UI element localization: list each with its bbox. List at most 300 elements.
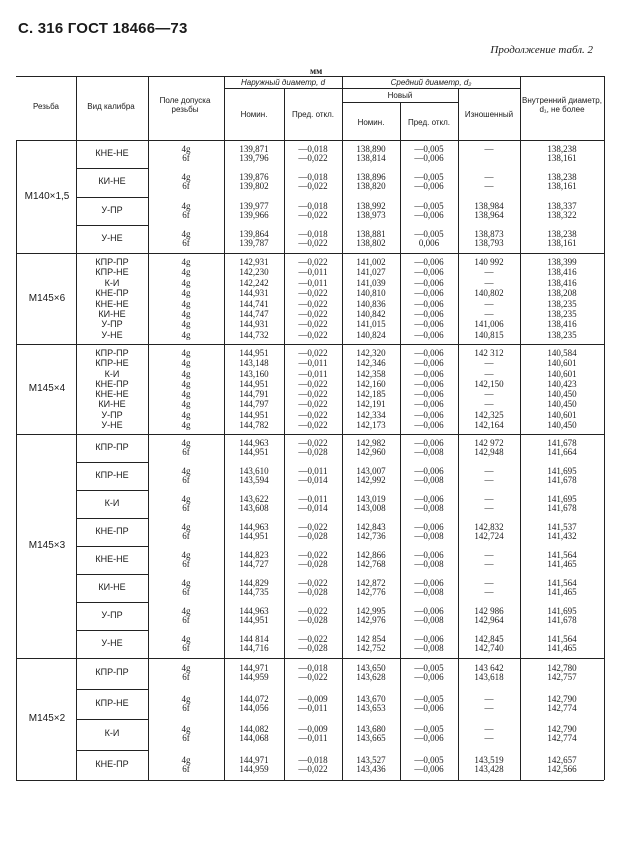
tolerance-cell: 4g — [181, 277, 191, 288]
outer-nominal-cell: 144,951 — [239, 615, 269, 625]
tolerance-cell: 6f — [182, 209, 190, 220]
pitch-deviation-cell: —0,006 — [414, 763, 444, 774]
pitch-worn-cell: 142,948 — [474, 447, 504, 457]
pitch-deviation-cell: —0,006 — [414, 277, 444, 288]
gauge-type-label: КИ-НЕ — [98, 308, 126, 319]
gauge-row-separator — [76, 689, 148, 690]
gauge-type-label: У-ПР — [101, 319, 123, 330]
inner-diameter-cell: 138,208 — [547, 288, 577, 299]
tolerance-cell: 4g — [181, 389, 191, 399]
gauge-type-label: КПР-ПР — [95, 667, 129, 678]
inner-diameter-cell: 141,678 — [547, 615, 577, 625]
outer-nominal-cell: 144,951 — [239, 531, 269, 541]
pitch-worn-cell: — — [484, 399, 494, 410]
tolerance-cell: 4g — [181, 358, 191, 369]
pitch-nominal-cell: 142,358 — [356, 368, 386, 379]
tolerance-cell: 4g — [181, 298, 191, 309]
gauge-type-label: К-И — [104, 728, 120, 739]
pitch-deviation-cell: —0,006 — [414, 267, 444, 278]
pitch-nominal-cell: 140,836 — [356, 298, 386, 309]
inner-diameter-cell: 142,774 — [547, 702, 577, 713]
pitch-nominal-cell: 143,436 — [356, 763, 386, 774]
tolerance-cell: 4g — [181, 494, 191, 504]
outer-deviation-cell: —0,022 — [298, 578, 328, 588]
inner-diameter-cell: 141,695 — [547, 606, 577, 616]
pitch-nominal-cell: 141,027 — [356, 267, 386, 278]
pitch-deviation-cell: —0,006 — [414, 494, 444, 504]
inner-diameter-cell: 142,566 — [547, 763, 577, 774]
outer-deviation-cell: —0,028 — [298, 559, 328, 569]
pitch-worn-cell: 140,802 — [474, 288, 504, 299]
pitch-deviation-cell: —0,008 — [414, 531, 444, 541]
outer-nominal-cell: 143,622 — [239, 494, 269, 504]
tolerance-cell: 4g — [181, 348, 191, 358]
pitch-worn-cell: — — [484, 733, 494, 744]
inner-diameter-cell: 141,695 — [547, 466, 577, 476]
outer-nominal-cell: 144,951 — [239, 348, 269, 358]
gauge-type-label: КНЕ-ПР — [95, 378, 129, 389]
pitch-nominal-cell: 142,982 — [356, 438, 386, 448]
table-top-border — [16, 76, 604, 77]
outer-nominal-cell: 144,959 — [239, 672, 269, 683]
tolerance-cell: 4g — [181, 267, 191, 278]
pitch-worn-cell: — — [484, 578, 494, 588]
pitch-worn-cell: 142,964 — [474, 615, 504, 625]
pitch-worn-cell: — — [484, 181, 494, 192]
table-continuation-label: Продолжение табл. 2 — [490, 44, 593, 56]
pitch-deviation-cell: —0,008 — [414, 447, 444, 457]
outer-nominal-cell: 144,963 — [239, 438, 269, 448]
outer-deviation-cell: —0,022 — [298, 329, 328, 340]
outer-deviation-cell: —0,011 — [298, 267, 328, 278]
outer-deviation-cell: —0,011 — [298, 702, 328, 713]
pitch-deviation-cell: —0,005 — [414, 693, 444, 704]
inner-diameter-cell: 142,657 — [547, 754, 577, 765]
pitch-nominal-cell: 142,776 — [356, 587, 386, 597]
pitch-deviation-cell: —0,006 — [414, 319, 444, 330]
inner-diameter-cell: 138,416 — [547, 267, 577, 278]
tolerance-cell: 4g — [181, 754, 191, 765]
inner-diameter-cell: 141,564 — [547, 578, 577, 588]
pitch-deviation-cell: 0,006 — [418, 237, 440, 248]
pitch-nominal-cell: 141,039 — [356, 277, 386, 288]
gauge-type-label: КНЕ-НЕ — [95, 298, 129, 309]
inner-diameter-cell: 138,235 — [547, 298, 577, 309]
inner-diameter-cell: 138,416 — [547, 319, 577, 330]
gauge-row-separator — [76, 574, 148, 575]
pitch-nominal-cell: 142,173 — [356, 419, 386, 430]
pitch-worn-cell: — — [484, 368, 494, 379]
inner-diameter-cell: 138,238 — [547, 144, 577, 155]
inner-diameter-cell: 140,450 — [547, 399, 577, 410]
outer-deviation-cell: —0,022 — [298, 348, 328, 358]
column-divider — [224, 76, 225, 140]
pitch-worn-cell: 138,964 — [474, 209, 504, 220]
inner-diameter-cell: 138,416 — [547, 277, 577, 288]
tolerance-cell: 6f — [182, 615, 190, 625]
outer-deviation-cell: —0,018 — [298, 144, 328, 155]
gauge-type-label: КНЕ-ПР — [95, 758, 129, 769]
tolerance-cell: 4g — [181, 144, 191, 155]
outer-nominal-cell: 139,802 — [239, 181, 269, 192]
pitch-worn-cell: 142 312 — [474, 348, 504, 358]
pitch-nominal-cell: 140,824 — [356, 329, 386, 340]
gauge-type-label: КПР-НЕ — [95, 697, 129, 708]
gauge-row-separator — [76, 518, 148, 519]
tolerance-cell: 4g — [181, 466, 191, 476]
gauge-type-label: КПР-НЕ — [95, 267, 129, 278]
tolerance-cell: 6f — [182, 503, 190, 513]
inner-diameter-cell: 141,678 — [547, 438, 577, 448]
outer-nominal-cell: 139,876 — [239, 172, 269, 183]
pitch-nominal-cell: 143,007 — [356, 466, 386, 476]
pitch-deviation-cell: —0,006 — [414, 153, 444, 164]
outer-nominal-cell: 144,829 — [239, 578, 269, 588]
pitch-nominal-cell: 140,842 — [356, 308, 386, 319]
gauge-type-label: КПР-ПР — [95, 257, 129, 267]
inner-diameter-cell: 142,790 — [547, 693, 577, 704]
outer-nominal-cell: 139,787 — [239, 237, 269, 248]
pitch-deviation-cell: —0,008 — [414, 615, 444, 625]
tolerance-cell: 6f — [182, 643, 190, 653]
pitch-worn-cell: 142,845 — [474, 634, 504, 644]
outer-deviation-cell: —0,022 — [298, 438, 328, 448]
col-header-pitch-worn: Изношенный — [464, 110, 514, 119]
group-separator — [16, 780, 604, 781]
pitch-worn-cell: 138,984 — [474, 200, 504, 211]
pitch-deviation-cell: —0,008 — [414, 559, 444, 569]
gauge-row-separator — [76, 546, 148, 547]
gauge-type-label: КНЕ-ПР — [95, 288, 129, 299]
outer-deviation-cell: —0,022 — [298, 181, 328, 192]
inner-diameter-cell: 138,238 — [547, 228, 577, 239]
outer-nominal-cell: 139,864 — [239, 228, 269, 239]
pitch-nominal-cell: 143,665 — [356, 733, 386, 744]
tolerance-cell: 4g — [181, 409, 191, 420]
inner-diameter-cell: 138,161 — [547, 181, 577, 192]
pitch-deviation-cell: —0,005 — [414, 754, 444, 765]
pitch-deviation-cell: —0,006 — [414, 550, 444, 560]
gauge-type-label: У-ПР — [101, 610, 123, 620]
outer-nominal-cell: 139,966 — [239, 209, 269, 220]
tolerance-cell: 4g — [181, 378, 191, 389]
outer-nominal-cell: 144,963 — [239, 606, 269, 616]
pitch-deviation-cell: —0,006 — [414, 419, 444, 430]
pitch-deviation-cell: —0,006 — [414, 466, 444, 476]
outer-deviation-cell: —0,022 — [298, 550, 328, 560]
outer-deviation-cell: —0,022 — [298, 298, 328, 309]
outer-deviation-cell: —0,022 — [298, 672, 328, 683]
outer-nominal-cell: 144,951 — [239, 378, 269, 389]
outer-deviation-cell: —0,028 — [298, 615, 328, 625]
col-header-inner-diameter: Внутренний диаметр, d₁, не более — [522, 96, 602, 114]
inner-diameter-cell: 140,601 — [547, 368, 577, 379]
inner-diameter-cell: 141,678 — [547, 503, 577, 513]
outer-deviation-cell: —0,028 — [298, 447, 328, 457]
inner-diameter-cell: 140,450 — [547, 389, 577, 399]
outer-deviation-cell: —0,018 — [298, 228, 328, 239]
tolerance-cell: 4g — [181, 724, 191, 735]
group-separator — [16, 434, 604, 435]
tolerance-cell: 6f — [182, 237, 190, 248]
pitch-deviation-cell: —0,006 — [414, 522, 444, 532]
pitch-worn-cell: 138,793 — [474, 237, 504, 248]
pitch-worn-cell: — — [484, 494, 494, 504]
gauge-type-label: У-НЕ — [101, 232, 123, 243]
pitch-worn-cell: — — [484, 693, 494, 704]
group-separator — [16, 253, 604, 254]
outer-deviation-cell: —0,022 — [298, 209, 328, 220]
gauge-type-label: КПР-ПР — [95, 442, 129, 452]
pitch-deviation-cell: —0,006 — [414, 368, 444, 379]
outer-deviation-cell: —0,011 — [298, 277, 328, 288]
outer-nominal-cell: 142,931 — [239, 257, 269, 267]
outer-deviation-cell: —0,011 — [298, 494, 328, 504]
tolerance-cell: 6f — [182, 763, 190, 774]
pitch-worn-cell: 140,815 — [474, 329, 504, 340]
tolerance-cell: 4g — [181, 257, 191, 267]
pitch-nominal-cell: 141,002 — [356, 257, 386, 267]
outer-nominal-cell: 143,594 — [239, 475, 269, 485]
gauge-row-separator — [76, 719, 148, 720]
pitch-deviation-cell: —0,008 — [414, 503, 444, 513]
header-rule — [224, 88, 520, 89]
pitch-nominal-cell: 143,527 — [356, 754, 386, 765]
outer-deviation-cell: —0,022 — [298, 153, 328, 164]
outer-deviation-cell: —0,018 — [298, 663, 328, 674]
pitch-deviation-cell: —0,006 — [414, 348, 444, 358]
inner-diameter-cell: 138,238 — [547, 172, 577, 183]
tolerance-cell: 4g — [181, 693, 191, 704]
pitch-worn-cell: 142,150 — [474, 378, 504, 389]
pitch-nominal-cell: 143,008 — [356, 503, 386, 513]
pitch-deviation-cell: —0,006 — [414, 409, 444, 420]
pitch-worn-cell: 141,006 — [474, 319, 504, 330]
pitch-deviation-cell: —0,006 — [414, 438, 444, 448]
group-separator — [16, 658, 604, 659]
inner-diameter-cell: 142,774 — [547, 733, 577, 744]
pitch-worn-cell: — — [484, 702, 494, 713]
pitch-nominal-cell: 142 854 — [356, 634, 386, 644]
outer-nominal-cell: 144,072 — [239, 693, 269, 704]
gauge-type-label: КПР-ПР — [95, 348, 129, 358]
inner-diameter-cell: 141,664 — [547, 447, 577, 457]
tolerance-cell: 6f — [182, 672, 190, 683]
column-divider — [458, 88, 459, 140]
inner-diameter-cell: 141,465 — [547, 559, 577, 569]
outer-deviation-cell: —0,022 — [298, 237, 328, 248]
pitch-nominal-cell: 138,890 — [356, 144, 386, 155]
outer-deviation-cell: —0,022 — [298, 288, 328, 299]
pitch-deviation-cell: —0,005 — [414, 228, 444, 239]
pitch-nominal-cell: 143,628 — [356, 672, 386, 683]
tolerance-cell: 6f — [182, 447, 190, 457]
outer-nominal-cell: 143,160 — [239, 368, 269, 379]
inner-diameter-cell: 138,161 — [547, 153, 577, 164]
gauge-type-label: КНЕ-НЕ — [95, 148, 129, 159]
tolerance-cell: 6f — [182, 702, 190, 713]
outer-deviation-cell: —0,011 — [298, 733, 328, 744]
pitch-deviation-cell: —0,006 — [414, 733, 444, 744]
pitch-worn-cell: — — [484, 298, 494, 309]
pitch-nominal-cell: 142,995 — [356, 606, 386, 616]
inner-diameter-cell: 141,695 — [547, 494, 577, 504]
gauge-type-label: КИ-НЕ — [98, 582, 126, 592]
gauge-type-label: У-НЕ — [101, 329, 123, 340]
inner-diameter-cell: 142,780 — [547, 663, 577, 674]
pitch-nominal-cell: 142,320 — [356, 348, 386, 358]
col-header-pitch-new: Новый — [387, 91, 413, 100]
gauge-row-separator — [76, 197, 148, 198]
pitch-worn-cell: — — [484, 308, 494, 319]
pitch-deviation-cell: —0,006 — [414, 702, 444, 713]
inner-diameter-cell: 138,235 — [547, 308, 577, 319]
pitch-nominal-cell: 143,653 — [356, 702, 386, 713]
group-separator — [16, 344, 604, 345]
page-reference: С. 316 ГОСТ 18466—73 — [18, 20, 188, 37]
inner-diameter-cell: 142,757 — [547, 672, 577, 683]
outer-nominal-cell: 144,963 — [239, 522, 269, 532]
tolerance-cell: 6f — [182, 475, 190, 485]
column-divider — [342, 76, 343, 140]
pitch-deviation-cell: —0,006 — [414, 329, 444, 340]
outer-nominal-cell: 144,727 — [239, 559, 269, 569]
gauge-row-separator — [76, 462, 148, 463]
outer-deviation-cell: —0,028 — [298, 531, 328, 541]
pitch-nominal-cell: 143,680 — [356, 724, 386, 735]
table-left-border — [16, 140, 17, 780]
outer-nominal-cell: 139,871 — [239, 144, 269, 155]
outer-nominal-cell: 144,971 — [239, 663, 269, 674]
pitch-worn-cell: — — [484, 389, 494, 399]
outer-nominal-cell: 142,242 — [239, 277, 269, 288]
inner-diameter-cell: 141,537 — [547, 522, 577, 532]
pitch-deviation-cell: —0,006 — [414, 308, 444, 319]
outer-deviation-cell: —0,018 — [298, 200, 328, 211]
tolerance-cell: 4g — [181, 399, 191, 410]
pitch-nominal-cell: 140,810 — [356, 288, 386, 299]
outer-nominal-cell: 144,082 — [239, 724, 269, 735]
outer-deviation-cell: —0,022 — [298, 419, 328, 430]
outer-deviation-cell: —0,014 — [298, 503, 328, 513]
outer-deviation-cell: —0,018 — [298, 172, 328, 183]
outer-nominal-cell: 139,796 — [239, 153, 269, 164]
outer-nominal-cell: 144,732 — [239, 329, 269, 340]
inner-diameter-cell: 141,465 — [547, 587, 577, 597]
outer-nominal-cell: 144,716 — [239, 643, 269, 653]
pitch-nominal-cell: 142,346 — [356, 358, 386, 369]
outer-nominal-cell: 144,741 — [239, 298, 269, 309]
outer-deviation-cell: —0,022 — [298, 257, 328, 267]
outer-deviation-cell: —0,022 — [298, 319, 328, 330]
outer-deviation-cell: —0,011 — [298, 358, 328, 369]
gauge-row-separator — [76, 750, 148, 751]
pitch-nominal-cell: 138,992 — [356, 200, 386, 211]
outer-nominal-cell: 143,148 — [239, 358, 269, 369]
gauge-row-separator — [76, 630, 148, 631]
col-header-outer-deviation: Пред. откл. — [291, 110, 334, 119]
pitch-nominal-cell: 138,820 — [356, 181, 386, 192]
outer-deviation-cell: —0,022 — [298, 399, 328, 410]
inner-diameter-cell: 140,450 — [547, 419, 577, 430]
tolerance-cell: 6f — [182, 531, 190, 541]
outer-deviation-cell: —0,028 — [298, 587, 328, 597]
table-right-border — [604, 76, 605, 780]
column-divider — [284, 88, 285, 140]
tolerance-cell: 6f — [182, 733, 190, 744]
gauge-type-label: У-ПР — [101, 204, 123, 215]
tolerance-cell: 6f — [182, 181, 190, 192]
outer-nominal-cell: 144,931 — [239, 319, 269, 330]
pitch-worn-cell: 142 972 — [474, 438, 504, 448]
tolerance-cell: 4g — [181, 634, 191, 644]
tolerance-cell: 4g — [181, 606, 191, 616]
pitch-deviation-cell: —0,006 — [414, 181, 444, 192]
inner-diameter-cell: 138,161 — [547, 237, 577, 248]
pitch-nominal-cell: 138,814 — [356, 153, 386, 164]
outer-nominal-cell: 142,230 — [239, 267, 269, 278]
outer-nominal-cell: 144,747 — [239, 308, 269, 319]
thread-size-label: М145×3 — [28, 540, 66, 551]
outer-deviation-cell: —0,022 — [298, 378, 328, 389]
pitch-nominal-cell: 142,872 — [356, 578, 386, 588]
gauge-type-label: КПР-НЕ — [95, 358, 129, 369]
pitch-deviation-cell: —0,006 — [414, 298, 444, 309]
pitch-nominal-cell: 142,768 — [356, 559, 386, 569]
outer-deviation-cell: —0,009 — [298, 693, 328, 704]
pitch-nominal-cell: 138,802 — [356, 237, 386, 248]
pitch-nominal-cell: 142,976 — [356, 615, 386, 625]
col-header-pitch-deviation: Пред. откл. — [407, 118, 450, 127]
tolerance-cell: 4g — [181, 308, 191, 319]
pitch-worn-cell: 143,618 — [474, 672, 504, 683]
pitch-worn-cell: 142,832 — [474, 522, 504, 532]
outer-nominal-cell: 144,951 — [239, 409, 269, 420]
gauge-type-label: К-И — [104, 498, 120, 508]
pitch-deviation-cell: —0,006 — [414, 578, 444, 588]
thread-size-label: М145×4 — [28, 383, 66, 394]
tolerance-cell: 4g — [181, 438, 191, 448]
pitch-deviation-cell: —0,006 — [414, 634, 444, 644]
col-header-tolerance: Поле допуска резьбы — [159, 96, 211, 114]
tolerance-cell: 4g — [181, 368, 191, 379]
outer-deviation-cell: —0,022 — [298, 389, 328, 399]
pitch-nominal-cell: 142,334 — [356, 409, 386, 420]
pitch-worn-cell: 143 642 — [474, 663, 504, 674]
inner-diameter-cell: 140,601 — [547, 358, 577, 369]
tolerance-cell: 4g — [181, 228, 191, 239]
gauge-row-separator — [76, 490, 148, 491]
outer-nominal-cell: 144,971 — [239, 754, 269, 765]
gauge-type-label: К-И — [104, 277, 120, 288]
gauge-type-label: КИ-НЕ — [98, 176, 126, 187]
gauge-type-label: У-НЕ — [101, 638, 123, 648]
tolerance-cell: 4g — [181, 329, 191, 340]
outer-nominal-cell: 144 814 — [239, 634, 269, 644]
outer-deviation-cell: —0,022 — [298, 763, 328, 774]
pitch-nominal-cell: 138,896 — [356, 172, 386, 183]
pitch-worn-cell: 140 992 — [474, 257, 504, 267]
tolerance-cell: 4g — [181, 319, 191, 330]
pitch-worn-cell: — — [484, 358, 494, 369]
tolerance-cell: 4g — [181, 288, 191, 299]
col-header-outer-diameter: Наружный диаметр, d — [240, 78, 326, 87]
outer-nominal-cell: 144,823 — [239, 550, 269, 560]
thread-size-label: М145×2 — [28, 713, 66, 724]
pitch-worn-cell: — — [484, 144, 494, 155]
tolerance-cell: 4g — [181, 550, 191, 560]
pitch-worn-cell: — — [484, 277, 494, 288]
